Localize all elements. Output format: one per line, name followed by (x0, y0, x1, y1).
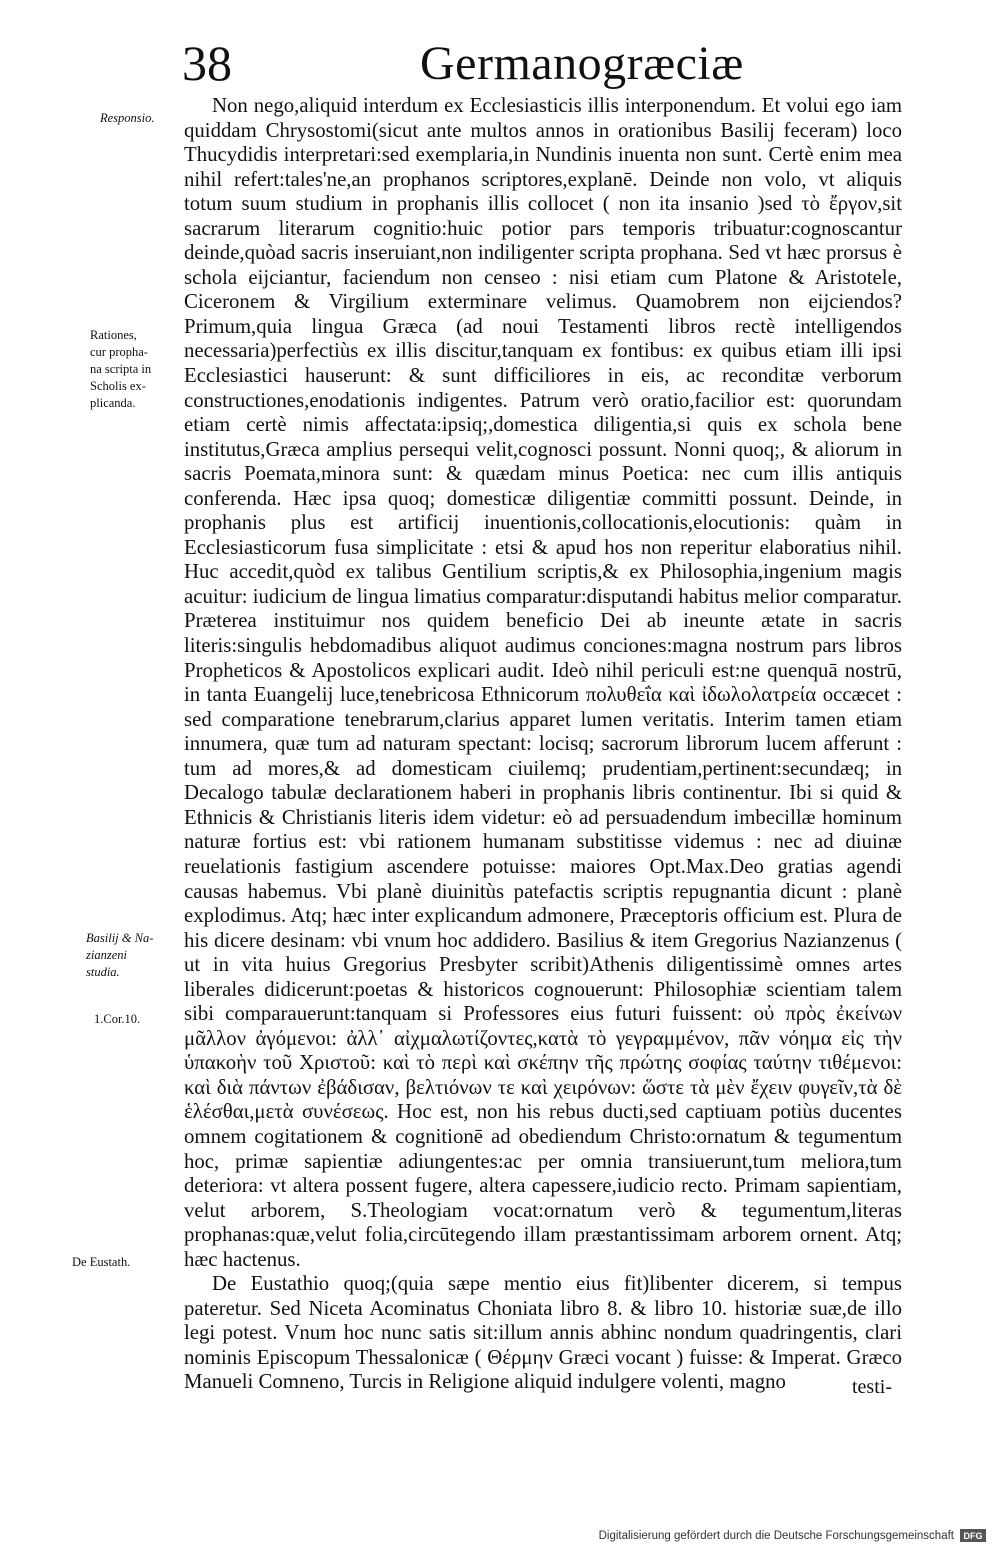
paragraph: De Eustathio quoq;(quia sæpe mentio eius fit)libenter dicerem, si tempus pateretur. Sed Niceta Acominatus Choniata libro 8. & libro 10. historiæ suæ,de illo legi potest. Vnum hoc nunc satis sit:illum annis abhinc nondum quadringentis, clari nominis Episcopum Thessalonicæ ( Θέρμην Græci vocant ) fuisse: & Imperat. Græco Manueli Comneno, Turcis in Religione aliquid indulgere volenti, magno (184, 1272, 902, 1394)
credit-text: Digitalisierung gefördert durch die Deutsche Forschungsgemeinschaft (598, 1529, 954, 1542)
paragraph: Non nego,aliquid interdum ex Ecclesiasticis illis interponendum. Et volui ego iam quiddam Chrysostomi(sicut ante multos annos in orationibus Basilij feceram) loco Thucydidis interpretari:sed exemplaria,in Nundinis inuenta non sunt. Certè enim mea nihil refert:tales'ne,an prophanos scriptores,explanē. Deinde non volo, vt aliquis totum suum studium in prophanis illis collocet ( non ita insanio )sed τὸ ἔργον,sit sacrarum literarum cognitio:huic potior pars temporis tribuatur:cognoscantur deinde,quòad sacris inseruiant,non indiligenter scripta prophana. Sed vt hæc prorsus è schola eijciantur, faciendum non censeo : nisi etiam cum Platone & Aristotele, Ciceronem & Virgilium exterminare velimus. Quamobrem non eijciendos? Primum,quia lingua Græca (ad noui Testamenti libros rectè intelligendos necessaria)perfectiùs ex illis discitur,tanquam ex fontibus: ex quibus etiam illi ipsi Ecclesiastici hauserunt: & sunt difficiliores in eis, ac reconditæ verborum constructiones,enodationis indigentes. Patrum verò oratio,facilior est: quorundam etiam certè nimis affectata:ipsiq;,domestica diligentia,si quis ex schola bene institutus,Græca amplius persequi velit,cognosci possunt. Nonni quoq;, & aliorum in sacris Poemata,minora sunt: & quædam minus Poetica: nec cum illis antiquis conferenda. Hæc ipsa quoq; domesticæ diligentiæ committi possunt. Deinde, in prophanis plus est artificij inuentionis,collocationis,elocutionis: quàm in Ecclesiasticorum fusa simplicitate : etsi & apud hos non reperitur elaboratius nihil. Huc accedit,quòd ex talibus Gentilium scriptis,& ex Philosophia,ingenium magis acuitur: iudicium de lingua limatius comparatur:disputandi habitus melior comparatur. Præterea instituimur nos quidem beneficio Dei ab ineunte ætate in sacris literis:singulis hebdomadibus aliquot audimus conciones:magna nostrum pars libros Propheticos & Apostolicos explicari audit. Ideò nihil periculi est:ne quenquā nostrū, in tanta Euangelij luce,tenebricosa Ethnicorum πολυθεΐα καὶ ἰδωλολατρεία occæcet : sed comparatione tenebrarum,clarius apparet lumen veritatis. Interim tamen etiam innumera, quæ tum ad naturam spectant: locisq; sacrorum librorum lucem afferunt : tum ad mores,& ad domesticam ciuilemq; prudentiam,pertinent:secundæq; in Decalogo tabulæ declarationem haberi in prophanis libris continentur. Ibi si quid & Ethnicis & Christianis literis idem videtur: eò ad persuadendum imbecillæ hominum naturæ fortius est: vbi rationem humanam substitisse videmus : nec ad diuinæ reuelationis fastigium ascendere potuisse: maiores Opt.Max.Deo gratias agendi causas habemus. Vbi planè diuinitùs patefactis scriptis repugnantia dicunt : planè explodimus. Atq; hæc inter explicandum admonere, Præceptoris officium est. Plura de his dicere desinam: vbi vnum hoc addidero. Basilius & item Gregorius Nazianzenus ( ut in vita huius Gregorius Presbyter scribit)Athenis diligentissimè omnes artes liberales didicerunt:poetas & historicos cognouerunt: Philosophiæ scientiam talem sibi comparauerunt:tanquam si Professores eius futuri fuissent: οὐ πρὸς ἐκείνων μᾶλλον ἀγόμενοι: ἀλλ᾽ αἰχμαλωτίζοντες,κατὰ τὸ γεγραμμένον, πᾶν νόημα εἰς τὴν ὑπακοὴν τοῦ Χριστοῦ: καὶ τὸ περὶ καὶ σκέπην τῆς πρώτης σοφίας ταύτην τιθέμενοι: καὶ διὰ πάντων ἐβάδισαν, βελτιόνων τε καὶ χειρόνων: ὥστε τὰ μὲν ἔχειν φυγεῖν,τὰ δὲ ἑλέσθαι,μετὰ συνέσεως. Hoc est, non his rebus ducti,sed captiuam potiùs ducentes omnem cogitationem & cognitionē ad obediendum Christo:ornatum & tegumentum hoc, primæ sapientiæ adiungentes:ac per omnia transiuerunt,tum meliora,tum deteriora: vt altera possent fugere, altera capessere,iudicio recto. Primam sapientiam, velut arborem, S.Theologiam vocat:ornatum verò & tegumentum,literas prophanas:quæ,velut folia,circūtegendo illam præstantissimam arborem ornent. Atq; hæc hactenus. (184, 94, 902, 1271)
margin-note-responsio: Responsio. (100, 111, 155, 125)
margin-note-corinthians: 1.Cor.10. (94, 1012, 141, 1026)
margin-note-basilij: Basilij & Na- zianzeni studia. (86, 931, 154, 979)
running-title: Germanogræciæ (420, 37, 744, 90)
dfg-logo-icon: DFG (960, 1529, 986, 1542)
body-text (184, 94, 902, 1398)
catchword: testi- (852, 1376, 892, 1398)
digitization-credit (599, 1529, 986, 1542)
page-number: 38 (182, 35, 232, 91)
margin-note-eustathio: De Eustath. (72, 1255, 131, 1269)
margin-note-rationes: Rationes, cur propha- na scripta in Scholis ex- plicanda. (90, 328, 152, 410)
